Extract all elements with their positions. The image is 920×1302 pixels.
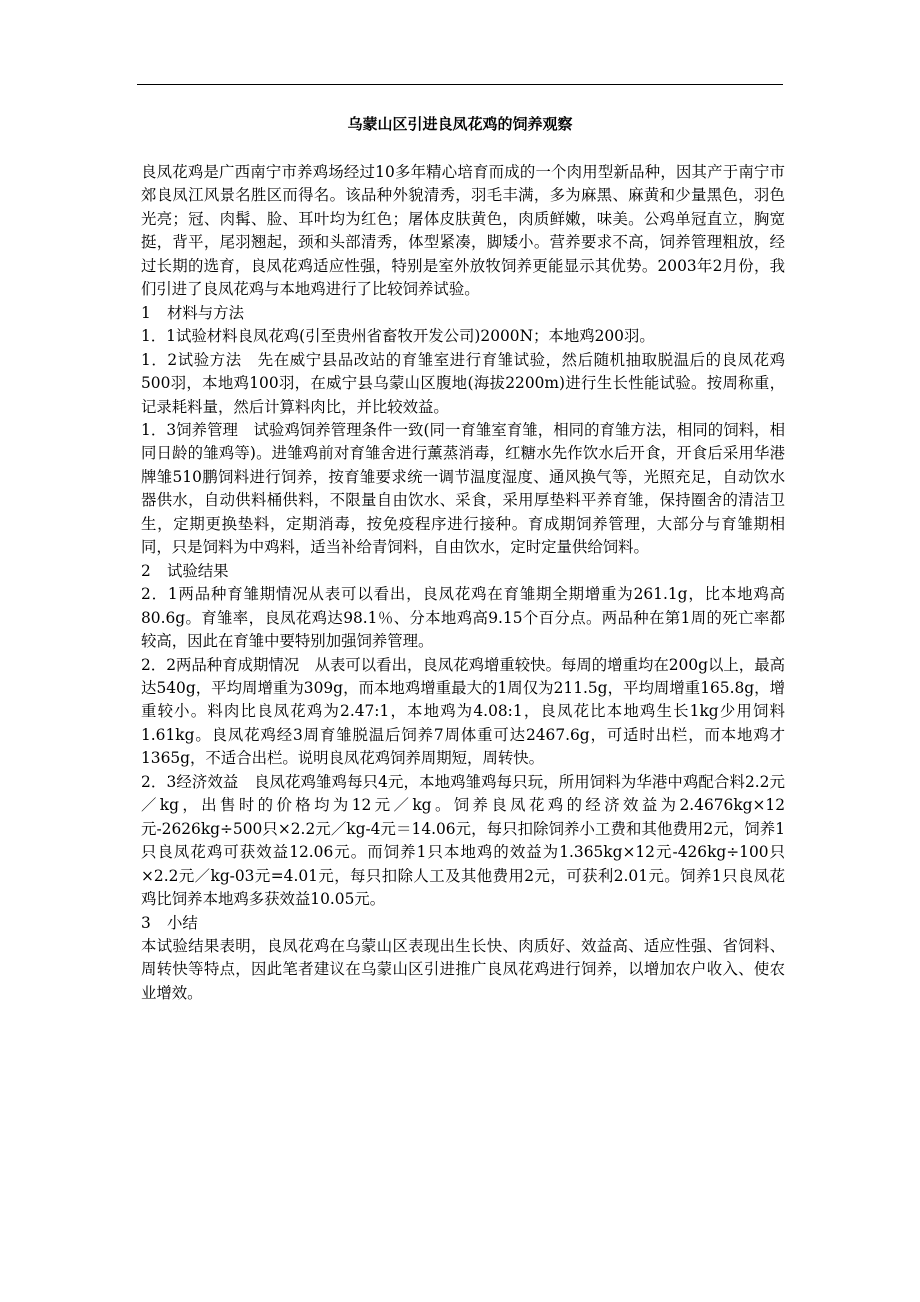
section-1-title: 材料与方法 bbox=[167, 303, 244, 322]
section-2-1-paragraph: 2．1两品种育雏期情况从表可以看出，良凤花鸡在育雏期全期增重为261.1g，比本地鸡高80.6g。育雏率，良凤花鸡达98.1％、分本地鸡高9.15个百分点。两品种在第1周的死亡率都较高，因此在育雏中要特别加强饲养管理。 bbox=[141, 585, 785, 651]
section-2-number: 2 bbox=[141, 561, 151, 580]
section-1-number: 1 bbox=[141, 303, 151, 322]
section-1-2-paragraph: 1．2试验方法 先在威宁县品改站的育雏室进行育雏试验，然后随机抽取脱温后的良凤花鸡500羽，本地鸡100羽，在威宁县乌蒙山区腹地(海拔2200m)进行生长性能试验。按周称重，记录耗料量，然后计算料肉比，并比较效益。 bbox=[141, 350, 785, 416]
intro-paragraph: 良凤花鸡是广西南宁市养鸡场经过10多年精心培育而成的一个肉用型新品种，因其产于南宁市郊良凤江风景名胜区而得名。该品种外貌清秀，羽毛丰满，多为麻黑、麻黄和少量黑色，羽色光亮；冠、肉髯、脸、耳叶均为红色；屠体皮肤黄色，肉质鲜嫩，味美。公鸡单冠直立，胸宽挺，背平，尾羽翘起，颈和头部清秀，体型紧凑，脚矮小。营养要求不高，饲养管理粗放，经过长期的选育，良凤花鸡适应性强，特别是室外放牧饲养更能显示其优势。2003年2月份，我们引进了良凤花鸡与本地鸡进行了比较饲养试验。 bbox=[141, 163, 785, 299]
section-1-1-paragraph: 1．1试验材料良凤花鸡(引至贵州省畜牧开发公司)2000N；本地鸡200羽。 bbox=[141, 327, 655, 346]
section-2-title: 试验结果 bbox=[167, 561, 229, 580]
section-2-heading bbox=[141, 560, 785, 583]
document-body bbox=[141, 161, 785, 1005]
section-1-heading bbox=[141, 302, 785, 325]
section-2-3-paragraph: 2．3经济效益 良凤花鸡雏鸡每只4元，本地鸡雏鸡每只玩，所用饲料为华港中鸡配合料2.2元／kg，出售时的价格均为12元／kg。饲养良凤花鸡的经济效益为2.4676kg×12元-2626kg÷500只×2.2元／kg-4元＝14.06元，每只扣除饲养小工费和其他费用2元，饲养1只良凤花鸡可获效益12.06元。而饲养1只本地鸡的效益为1.365kg×12元-426kg÷100只×2.2元／kg-03元=4.01元，每只扣除人工及其他费用2元，可获利2.01元。饲养1只良凤花鸡比饲养本地鸡多获效益10.05元。 bbox=[141, 772, 785, 909]
section-3-number: 3 bbox=[141, 913, 151, 932]
section-3-paragraph: 本试验结果表明，良凤花鸡在乌蒙山区表现出生长快、肉质好、效益高、适应性强、省饲料、周转快等特点，因此笔者建议在乌蒙山区引进推广良凤花鸡进行饲养，以增加农户收入、使农业增效。 bbox=[141, 936, 785, 1002]
section-2-2-paragraph: 2．2两品种育成期情况 从表可以看出，良凤花鸡增重较快。每周的增重均在200g以上，最高达540g，平均周增重为309g，而本地鸡增重最大的1周仅为211.5g，平均周增重165.8g，增重较小。料肉比良凤花鸡为2.47:1，本地鸡为4.08:1，良凤花比本地鸡生长1kg少用饲料1.61kg。良凤花鸡经3周育雏脱温后饲养7周体重可达2467.6g，可适时出栏，而本地鸡才1365g，不适合出栏。说明良凤花鸡饲养周期短，周转快。 bbox=[141, 655, 785, 768]
header-rule bbox=[137, 84, 783, 85]
section-3-title: 小结 bbox=[167, 913, 198, 932]
section-1-3-paragraph: 1．3饲养管理 试验鸡饲养管理条件一致(同一育雏室育雏，相同的育雏方法，相同的饲料，相同日龄的雏鸡等)。进雏鸡前对育雏舍进行薰蒸消毒，红糖水先作饮水后开食，开食后采用华港牌雏510鹏饲料进行饲养，按育雏要求统一调节温度湿度、通风换气等，光照充足，自动饮水器供水，自动供料桶供料，不限量自由饮水、采食，采用厚垫料平养育雏，保持圈舍的清洁卫生，定期更换垫料，定期消毒，按免疫程序进行接种。育成期饲养管理，大部分与育雏期相同，只是饲料为中鸡料，适当补给青饲料，自由饮水，定时定量供给饲料。 bbox=[141, 420, 785, 557]
page-title: 乌蒙山区引进良凤花鸡的饲养观察 bbox=[347, 115, 573, 133]
section-3-heading bbox=[141, 912, 785, 935]
